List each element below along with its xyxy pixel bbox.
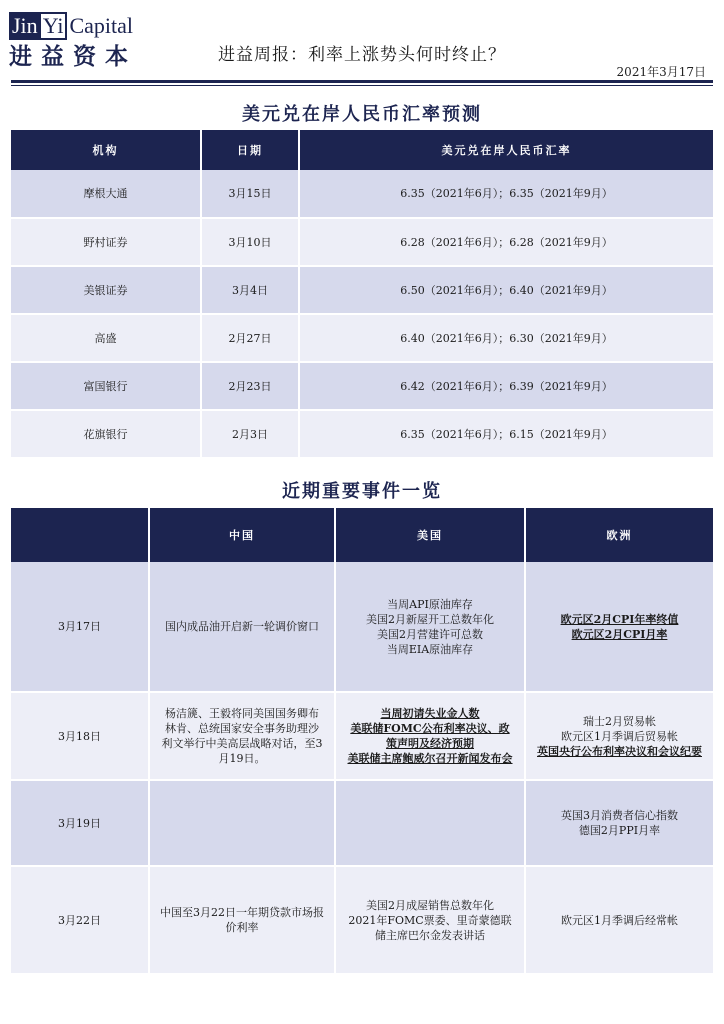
europe-events-cell — [525, 692, 713, 780]
institution-cell: 高盛 — [11, 314, 201, 362]
forecast-cell: 6.35（2021年6月）；6.35（2021年9月） — [299, 170, 713, 218]
rate-section-title: 美元兑在岸人民币汇率预测 — [242, 104, 482, 125]
event-item: 当周EIA原油库存 — [386, 642, 474, 656]
event-item: 欧元区1月季调后经常帐 — [561, 913, 678, 927]
event-date-cell: 3月22日 — [11, 866, 149, 974]
highlighted-event-item: 美联储主席鲍威尔召开新闻发布会 — [347, 752, 513, 765]
us-events-cell — [335, 562, 525, 692]
report-title: 进益周报：利率上涨势头何时终止？ — [218, 45, 506, 65]
table-row — [11, 218, 713, 266]
forecast-cell: 6.42（2021年6月）；6.39（2021年9月） — [299, 362, 713, 410]
table-row — [11, 692, 713, 780]
event-item: 杨洁篪、王毅将同美国国务卿布林肯、总统国家安全事务助理沙利文举行中美高层战略对话，至3月19日。 — [161, 707, 323, 765]
institution-cell: 摩根大通 — [11, 170, 201, 218]
event-item: 国内成品油开启新一轮调价窗口 — [165, 620, 319, 633]
event-date-cell: 3月17日 — [11, 562, 149, 692]
forecast-cell: 6.28（2021年6月）；6.28（2021年9月） — [299, 218, 713, 266]
event-item: 美国2月新屋开工总数年化 — [366, 612, 494, 626]
header-divider-thin — [11, 85, 713, 86]
column-header-rate: 美元兑在岸人民币汇率 — [299, 130, 713, 170]
date-cell: 3月15日 — [201, 170, 299, 218]
table-row — [11, 410, 713, 458]
logo-yi-text: Yi — [41, 12, 68, 40]
events-table — [11, 508, 713, 975]
event-item: 德国2月PPI月率 — [578, 824, 661, 837]
event-date-cell: 3月18日 — [11, 692, 149, 780]
column-header-china: 中国 — [149, 508, 335, 562]
column-header-date — [11, 508, 149, 562]
highlighted-event-item: 欧元区2月CPI年率终值 — [560, 612, 679, 626]
europe-events-cell — [525, 780, 713, 866]
event-item: 中国至3月22日一年期贷款市场报价利率 — [160, 906, 324, 934]
china-events-cell — [149, 562, 335, 692]
event-date-cell: 3月19日 — [11, 780, 149, 866]
date-cell: 3月4日 — [201, 266, 299, 314]
table-row — [11, 266, 713, 314]
column-header-institution: 机构 — [11, 130, 201, 170]
report-header — [0, 0, 724, 80]
table-row — [11, 562, 713, 692]
event-item: 美国2月营建许可总数 — [377, 627, 483, 641]
date-cell: 3月10日 — [201, 218, 299, 266]
rate-forecast-table — [11, 130, 713, 459]
china-events-cell — [149, 780, 335, 866]
date-cell: 2月27日 — [201, 314, 299, 362]
logo-capital-text: Capital — [69, 13, 134, 38]
us-events-cell — [335, 866, 525, 974]
event-item: 瑞士2月贸易帐 — [583, 714, 656, 728]
forecast-cell: 6.35（2021年6月）；6.15（2021年9月） — [299, 410, 713, 458]
us-events-cell — [335, 780, 525, 866]
event-item: 欧元区1月季调后贸易帐 — [561, 729, 678, 743]
header-divider-thick — [11, 80, 713, 83]
china-events-cell — [149, 866, 335, 974]
table-row — [11, 170, 713, 218]
table-row — [11, 314, 713, 362]
table-row — [11, 866, 713, 974]
table-row — [11, 780, 713, 866]
column-header-us: 美国 — [335, 508, 525, 562]
europe-events-cell — [525, 562, 713, 692]
jinyi-capital-logo — [9, 12, 150, 70]
events-section-title: 近期重要事件一览 — [282, 481, 442, 502]
event-item: 英国3月消费者信心指数 — [561, 809, 678, 822]
institution-cell: 美银证券 — [11, 266, 201, 314]
table-row — [11, 362, 713, 410]
highlighted-event-item: 当周初请失业金人数 — [380, 707, 480, 720]
us-events-cell — [335, 692, 525, 780]
date-cell: 2月23日 — [201, 362, 299, 410]
date-cell: 2月3日 — [201, 410, 299, 458]
europe-events-cell — [525, 866, 713, 974]
china-events-cell — [149, 692, 335, 780]
event-item: 2021年FOMC票委、里奇蒙德联储主席巴尔金发表讲话 — [348, 913, 512, 942]
report-date: 2021年3月17日 — [616, 65, 706, 79]
forecast-cell: 6.50（2021年6月）；6.40（2021年9月） — [299, 266, 713, 314]
event-item: 当周API原油库存 — [387, 597, 473, 611]
institution-cell: 富国银行 — [11, 362, 201, 410]
column-header-date: 日期 — [201, 130, 299, 170]
forecast-cell: 6.40（2021年6月）；6.30（2021年9月） — [299, 314, 713, 362]
institution-cell: 野村证券 — [11, 218, 201, 266]
highlighted-event-item: 欧元区2月CPI月率 — [571, 627, 668, 641]
logo-chinese-name: 进益资本 — [9, 43, 137, 70]
highlighted-event-item: 英国央行公布利率决议和会议纪要 — [537, 744, 702, 758]
column-header-europe: 欧洲 — [525, 508, 713, 562]
event-item: 美国2月成屋销售总数年化 — [366, 898, 494, 912]
institution-cell: 花旗银行 — [11, 410, 201, 458]
logo-jin-text: Jin — [9, 12, 41, 40]
highlighted-event-item: 美联储FOMC公布利率决议、政策声明及经济预期 — [350, 722, 510, 750]
